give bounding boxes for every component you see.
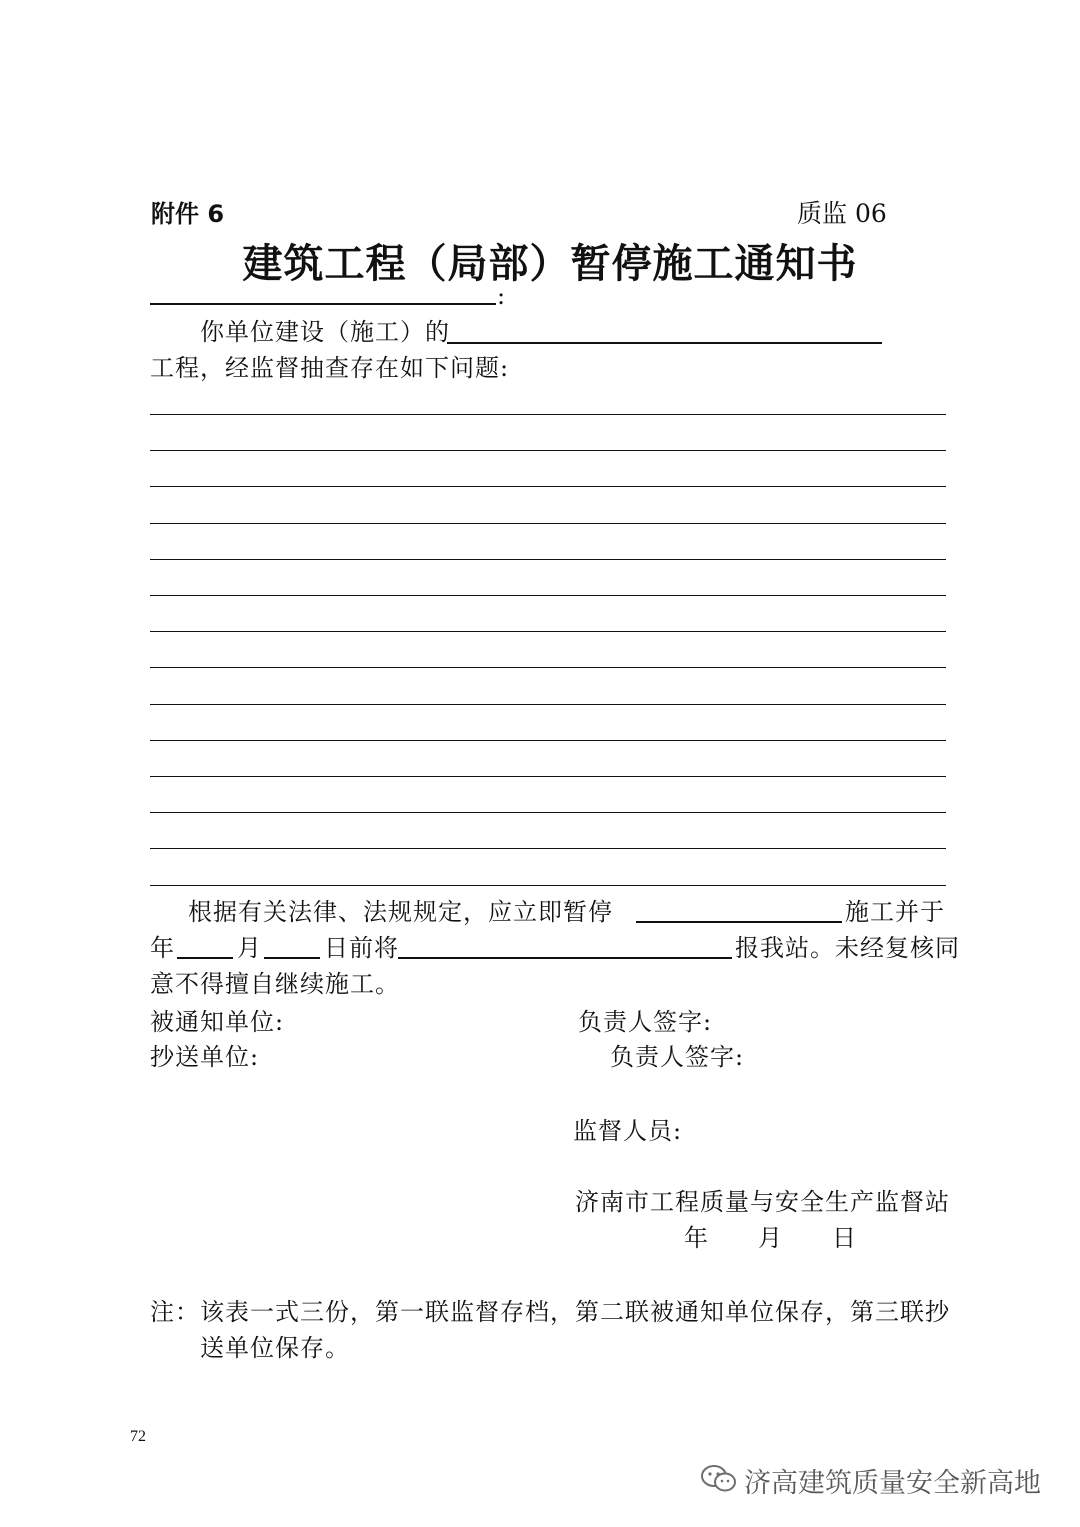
document-title: 建筑工程（局部）暂停施工通知书 [242, 240, 858, 287]
cc-unit-label: 抄送单位: [150, 1043, 260, 1071]
intro-line2: 工程，经监督抽查存在如下问题: [150, 354, 510, 382]
problem-line[interactable] [150, 523, 946, 524]
order-line3: 意不得擅自继续施工。 [150, 970, 400, 998]
date-month: 月 [758, 1224, 783, 1252]
notified-sign-label: 负责人签字: [578, 1008, 713, 1036]
day-before-label: 日前将 [324, 934, 399, 962]
problem-line[interactable] [150, 667, 946, 668]
order-line1: 根据有关法律、法规规定，应立即暂停 [188, 898, 613, 926]
station-name: 济南市工程质量与安全生产监督站 [575, 1188, 950, 1216]
problem-line[interactable] [150, 414, 946, 415]
problem-line[interactable] [150, 885, 946, 886]
year-blank[interactable] [177, 957, 233, 959]
addressee-blank[interactable] [150, 303, 496, 305]
notified-unit-label: 被通知单位: [150, 1008, 285, 1036]
report-content-blank[interactable] [398, 957, 732, 959]
problem-line[interactable] [150, 631, 946, 632]
form-code: 质监 06 [797, 199, 887, 228]
watermark-text: 济高建筑质量安全新高地 [744, 1468, 1041, 1499]
problem-line[interactable] [150, 704, 946, 705]
wechat-icon [700, 1463, 738, 1499]
watermark [700, 1461, 1041, 1500]
order-line1-tail: 施工并于 [845, 898, 945, 926]
problem-line[interactable] [150, 740, 946, 741]
addressee-colon: : [497, 282, 507, 310]
attachment-label: 附件 6 [151, 200, 225, 228]
page-number: 72 [130, 1428, 146, 1445]
note-line1: 注：该表一式三份，第一联监督存档，第二联被通知单位保存，第三联抄 [150, 1298, 950, 1326]
problem-line[interactable] [150, 559, 946, 560]
problem-line[interactable] [150, 486, 946, 487]
suspend-scope-blank[interactable] [636, 921, 842, 923]
note-line2: 送单位保存。 [200, 1334, 350, 1362]
month-label: 月 [237, 934, 262, 962]
problem-line[interactable] [150, 776, 946, 777]
intro-prefix: 你单位建设（施工）的 [200, 318, 450, 346]
date-year: 年 [684, 1224, 709, 1252]
problem-line[interactable] [150, 450, 946, 451]
supervisor-label: 监督人员: [573, 1117, 683, 1145]
cc-sign-label: 负责人签字: [610, 1043, 745, 1071]
problem-line[interactable] [150, 848, 946, 849]
date-day: 日 [832, 1224, 857, 1252]
month-blank[interactable] [264, 957, 320, 959]
report-text: 报我站。未经复核同 [735, 934, 960, 962]
problem-line[interactable] [150, 812, 946, 813]
year-label: 年 [150, 934, 175, 962]
project-name-blank[interactable] [447, 342, 882, 344]
problem-line[interactable] [150, 595, 946, 596]
